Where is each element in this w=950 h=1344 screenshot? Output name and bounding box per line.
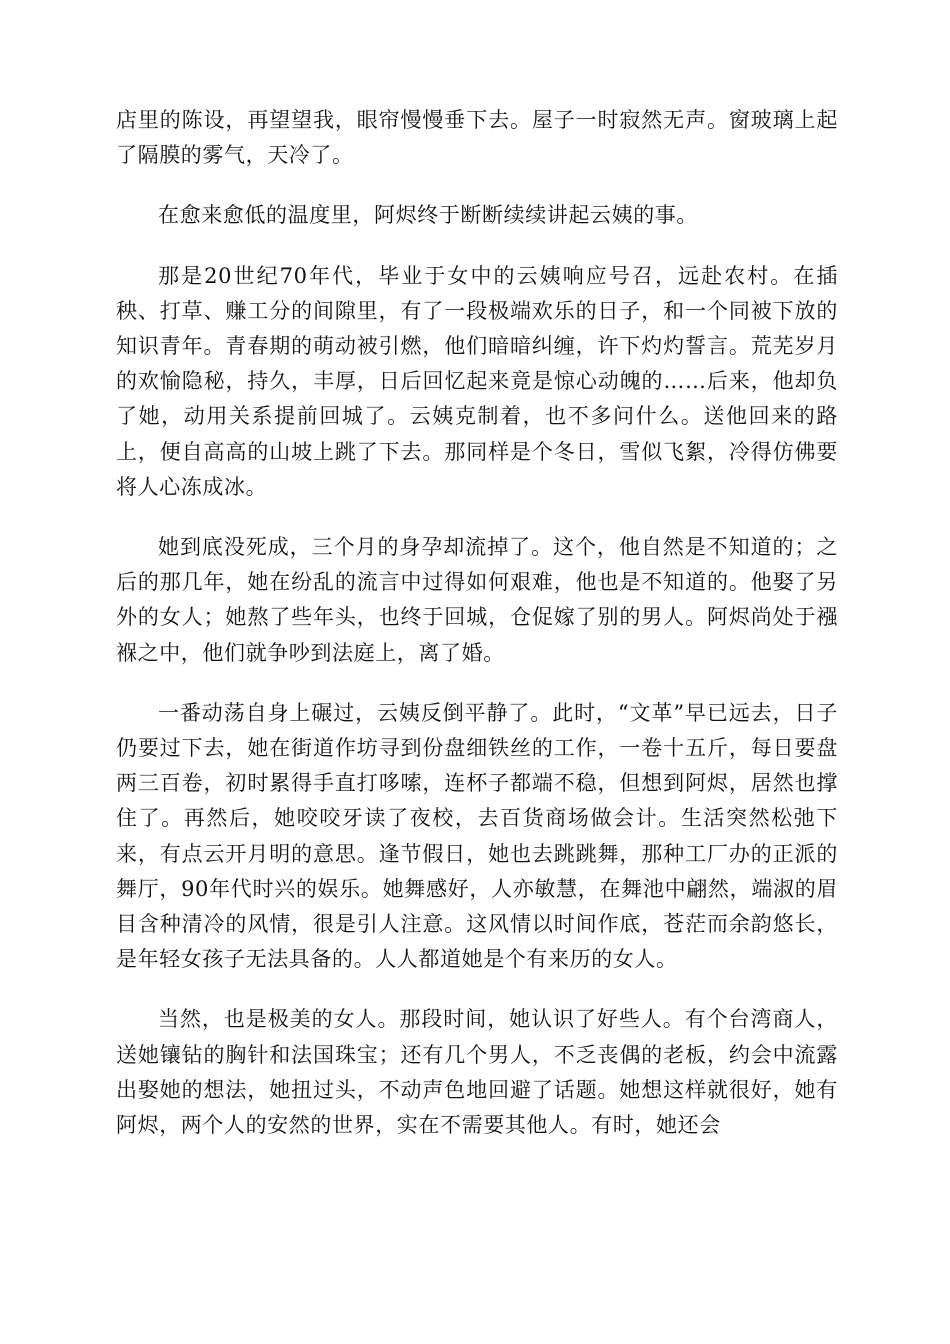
paragraph-3: 那是20世纪70年代，毕业于女中的云姨响应号召，远赴农村。在插秧、打草、赚工分的间隙里，有了一段极端欢乐的日子，和一个同被下放的知识青年。青春期的萌动被引燃，他们暗暗纠缠，许下灼灼誓言。荒芜岁月的欢愉隐秘，持久，丰厚，日后回忆起来竟是惊心动魄的……后来，他却负了她，动用关系提前回城了。云姨克制着，也不多问什么。送他回来的路上，便自高高的山坡上跳了下去。那同样是个冬日，雪似飞絮，冷得仿佛要将人心冻成冰。 (116, 263, 838, 499)
paragraph-1: 店里的陈设，再望望我，眼帘慢慢垂下去。屋子一时寂然无声。窗玻璃上起了隔膜的雾气，天冷了。 (116, 108, 838, 168)
paragraph-5: 一番动荡自身上碾过，云姨反倒平静了。此时，“文革”早已远去，日子仍要过下去，她在街道作坊寻到份盘细铁丝的工作，一卷十五斤，每日要盘两三百卷，初时累得手直打哆嗦，连杯子都端不稳，但想到阿烬，居然也撑住了。再然后，她咬咬牙读了夜校，去百货商场做会计。生活突然松弛下来，有点云开月明的意思。逢节假日，她也去跳跳舞，那种工厂办的正派的舞厅，90年代时兴的娱乐。她舞感好，人亦敏慧，在舞池中翩然，端淑的眉目含种清冷的风情，很是引人注意。这风情以时间作底，苍茫而余韵悠长，是年轻女孩子无法具备的。人人都道她是个有来历的女人。 (116, 700, 838, 972)
document-page (116, 103, 838, 1168)
paragraph-2: 在愈来愈低的温度里，阿烬终于断断续续讲起云姨的事。 (158, 203, 698, 228)
paragraph-4: 她到底没死成，三个月的身孕却流掉了。这个，他自然是不知道的；之后的那几年，她在纷乱的流言中过得如何艰难，他也是不知道的。他娶了另外的女人；她熬了些年头，也终于回城，仓促嫁了别的男人。阿烬尚处于襁褓之中，他们就争吵到法庭上，离了婚。 (116, 535, 838, 665)
paragraph-6: 当然，也是极美的女人。那段时间，她认识了好些人。有个台湾商人，送她镶钻的胸针和法国珠宝；还有几个男人，不乏丧偶的老板，约会中流露出娶她的想法，她扭过头，不动声色地回避了话题。她想这样就很好，她有阿烬，两个人的安然的世界，实在不需要其他人。有时，她还会 (116, 1007, 838, 1138)
